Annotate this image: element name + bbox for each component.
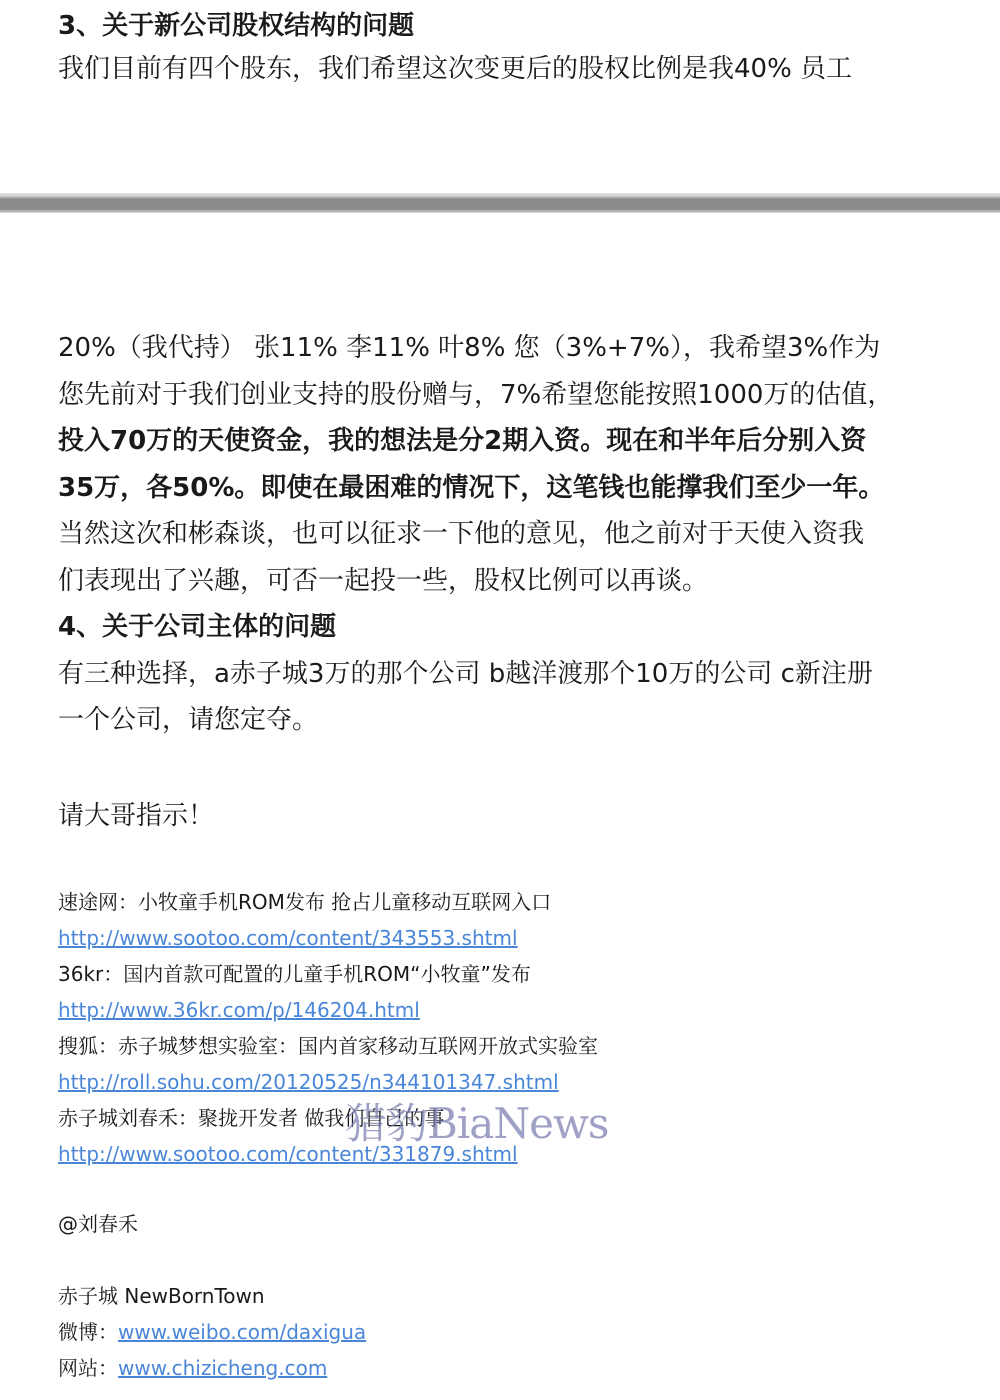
- weibo-row: [58, 1314, 758, 1350]
- website-link[interactable]: www.chizicheng.com: [118, 1356, 328, 1380]
- equity-details: [58, 325, 958, 744]
- link-caption: 36kr：国内首款可配置的儿童手机ROM“小牧童”发布: [58, 962, 531, 986]
- page-break-divider: [0, 193, 1000, 213]
- link-row: [58, 920, 758, 956]
- request-line: 请大哥指示！: [58, 801, 215, 831]
- website-label: 网站：: [58, 1356, 118, 1380]
- section-3-heading: 3、关于新公司股权结构的问题: [58, 11, 415, 41]
- company-name: 赤子城 NewBornTown: [58, 1284, 265, 1308]
- author-mention: @刘春禾: [58, 1212, 138, 1236]
- watermark-logo: 猎豹BiaNews: [345, 1099, 609, 1148]
- text-line: 20%（我代持） 张11% 李11% 叶8% 您（3%+7%），我希望3%作为: [58, 333, 881, 363]
- press-link[interactable]: http://roll.sohu.com/20120525/n344101347.shtml: [58, 1070, 559, 1094]
- bold-text-line: 投入70万的天使资金，我的想法是分2期入资。现在和半年后分别入资: [58, 426, 867, 456]
- link-caption: 速途网：小牧童手机ROM发布 抢占儿童移动互联网入口: [58, 890, 552, 914]
- text-line: 我们目前有四个股东，我们希望这次变更后的股权比例是我40% 员工: [58, 54, 853, 84]
- link-row: [58, 1064, 758, 1100]
- signature-block: [58, 1206, 758, 1386]
- press-link[interactable]: http://www.sootoo.com/content/343553.shtml: [58, 926, 518, 950]
- weibo-label: 微博：: [58, 1320, 118, 1344]
- section-4-paragraph: [58, 651, 958, 744]
- section-3-line: [58, 46, 958, 93]
- press-links: [58, 884, 758, 1172]
- link-caption: 搜狐：赤子城梦想实验室：国内首家移动互联网开放式实验室: [58, 1034, 598, 1058]
- website-row: [58, 1350, 758, 1386]
- text-line: 一个公司，请您定夺。: [58, 705, 319, 735]
- text-line: 们表现出了兴趣，可否一起投一些，股权比例可以再谈。: [58, 565, 709, 596]
- link-row: [58, 1136, 758, 1172]
- section-3: [58, 6, 958, 93]
- weibo-link[interactable]: www.weibo.com/daxigua: [118, 1320, 367, 1344]
- bold-text-line: 35万，各50%。即使在最困难的情况下，这笔钱也能撑我们至少一年。: [58, 472, 885, 503]
- press-link[interactable]: http://www.36kr.com/p/146204.html: [58, 998, 420, 1022]
- text-line: 当然这次和彬森谈，也可以征求一下他的意见，他之前对于天使入资我: [58, 519, 865, 549]
- text-line: 有三种选择，a赤子城3万的那个公司 b越洋渡那个10万的公司 c新注册: [58, 658, 873, 689]
- equity-paragraph: [58, 325, 958, 604]
- link-caption: 赤子城刘春禾：聚拢开发者 做我们自己的事: [58, 1106, 445, 1130]
- section-4-heading: 4、关于公司主体的问题: [58, 612, 337, 642]
- spacer: [58, 1242, 758, 1278]
- press-link[interactable]: http://www.sootoo.com/content/331879.shtml: [58, 1142, 518, 1166]
- link-row: [58, 992, 758, 1028]
- text-line: 您先前对于我们创业支持的股份赠与，7%希望您能按照1000万的估值，: [58, 379, 894, 410]
